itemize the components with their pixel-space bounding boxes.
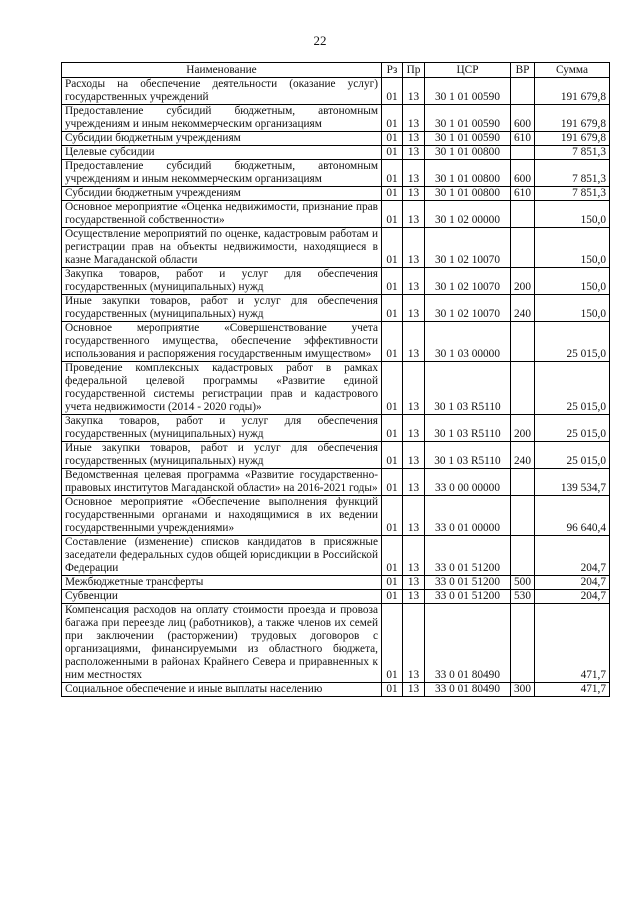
- row-name: Иные закупки товаров, работ и услуг для обеспечения государственных (муниципальных) нужд: [62, 295, 382, 322]
- table-row: [62, 160, 610, 187]
- row-sum: 191 679,8: [535, 132, 610, 146]
- row-csr: 30 1 01 00800: [425, 160, 511, 187]
- row-rz: 01: [382, 442, 403, 469]
- table-row: [62, 442, 610, 469]
- row-name: Межбюджетные трансферты: [62, 576, 382, 590]
- row-pr: 13: [403, 683, 425, 697]
- row-vr: [511, 604, 535, 683]
- row-name: Субсидии бюджетным учреждениям: [62, 132, 382, 146]
- table-row: [62, 469, 610, 496]
- row-pr: 13: [403, 362, 425, 415]
- page-number: 22: [313, 33, 327, 48]
- row-csr: 30 1 03 R5110: [425, 415, 511, 442]
- row-pr: 13: [403, 78, 425, 105]
- table-row: [62, 590, 610, 604]
- row-vr: [511, 201, 535, 228]
- row-pr: 13: [403, 268, 425, 295]
- row-pr: 13: [403, 604, 425, 683]
- budget-table: [61, 62, 610, 697]
- row-vr: 200: [511, 268, 535, 295]
- row-vr: 610: [511, 132, 535, 146]
- row-pr: 13: [403, 590, 425, 604]
- row-csr: 30 1 01 00800: [425, 146, 511, 160]
- row-rz: 01: [382, 683, 403, 697]
- row-sum: 7 851,3: [535, 187, 610, 201]
- row-vr: [511, 469, 535, 496]
- row-vr: [511, 78, 535, 105]
- row-pr: 13: [403, 576, 425, 590]
- row-name: Осуществление мероприятий по оценке, кадастровым работам и регистрации прав на объекты недвижимости, находящиеся в казне Магаданской области: [62, 228, 382, 268]
- row-rz: 01: [382, 496, 403, 536]
- row-vr: [511, 496, 535, 536]
- table-row: [62, 132, 610, 146]
- table-header-row: [62, 63, 610, 78]
- table-row: [62, 683, 610, 697]
- row-vr: 610: [511, 187, 535, 201]
- row-csr: 30 1 02 00000: [425, 201, 511, 228]
- row-rz: 01: [382, 322, 403, 362]
- row-vr: [511, 146, 535, 160]
- row-sum: 471,7: [535, 604, 610, 683]
- row-rz: 01: [382, 105, 403, 132]
- row-rz: 01: [382, 228, 403, 268]
- row-sum: 204,7: [535, 590, 610, 604]
- row-rz: 01: [382, 201, 403, 228]
- row-csr: 30 1 03 00000: [425, 322, 511, 362]
- row-sum: 25 015,0: [535, 415, 610, 442]
- row-csr: 30 1 02 10070: [425, 295, 511, 322]
- row-vr: 530: [511, 590, 535, 604]
- row-pr: 13: [403, 295, 425, 322]
- row-vr: 600: [511, 160, 535, 187]
- row-vr: 600: [511, 105, 535, 132]
- row-rz: 01: [382, 590, 403, 604]
- header-csr: ЦСР: [425, 63, 511, 78]
- row-pr: 13: [403, 442, 425, 469]
- row-pr: 13: [403, 146, 425, 160]
- header-vr: ВР: [511, 63, 535, 78]
- row-rz: 01: [382, 415, 403, 442]
- row-rz: 01: [382, 362, 403, 415]
- table-row: [62, 78, 610, 105]
- row-pr: 13: [403, 415, 425, 442]
- row-sum: 471,7: [535, 683, 610, 697]
- row-sum: 7 851,3: [535, 146, 610, 160]
- row-rz: 01: [382, 604, 403, 683]
- row-name: Компенсация расходов на оплату стоимости проезда и провоза багажа при переезде лиц (работников), а также членов их семей при заключении (расторжении) трудовых договоров с организациями, финансируемыми из областного бюджета, расположенными в районах Крайнего Севера и приравненных к ним местностях: [62, 604, 382, 683]
- row-csr: 33 0 01 80490: [425, 604, 511, 683]
- row-csr: 33 0 01 00000: [425, 496, 511, 536]
- table-row: [62, 496, 610, 536]
- row-pr: 13: [403, 496, 425, 536]
- row-vr: 240: [511, 442, 535, 469]
- row-pr: 13: [403, 536, 425, 576]
- row-name: Основное мероприятие «Совершенствование учета государственного имущества, обеспечение эффективности использования и распоряжения государственным имуществом»: [62, 322, 382, 362]
- row-name: Предоставление субсидий бюджетным, автономным учреждениям и иным некоммерческим организациям: [62, 160, 382, 187]
- row-pr: 13: [403, 132, 425, 146]
- row-rz: 01: [382, 187, 403, 201]
- row-sum: 150,0: [535, 201, 610, 228]
- row-name: Основное мероприятие «Обеспечение выполнения функций государственными органами и находящимися в их ведении государственными учреждениями»: [62, 496, 382, 536]
- row-csr: 33 0 01 51200: [425, 536, 511, 576]
- row-rz: 01: [382, 268, 403, 295]
- row-pr: 13: [403, 228, 425, 268]
- row-name: Социальное обеспечение и иные выплаты населению: [62, 683, 382, 697]
- row-vr: [511, 362, 535, 415]
- table-row: [62, 268, 610, 295]
- table-row: [62, 415, 610, 442]
- table-row: [62, 576, 610, 590]
- row-csr: 33 0 01 51200: [425, 576, 511, 590]
- row-vr: [511, 228, 535, 268]
- row-vr: [511, 536, 535, 576]
- row-sum: 150,0: [535, 268, 610, 295]
- row-name: Субсидии бюджетным учреждениям: [62, 187, 382, 201]
- header-name: Наименование: [62, 63, 382, 78]
- row-name: Предоставление субсидий бюджетным, автономным учреждениям и иным некоммерческим организациям: [62, 105, 382, 132]
- table-row: [62, 536, 610, 576]
- row-sum: 150,0: [535, 228, 610, 268]
- row-pr: 13: [403, 322, 425, 362]
- table-row: [62, 362, 610, 415]
- row-sum: 204,7: [535, 576, 610, 590]
- row-name: Закупка товаров, работ и услуг для обеспечения государственных (муниципальных) нужд: [62, 268, 382, 295]
- header-sum: Сумма: [535, 63, 610, 78]
- row-csr: 30 1 02 10070: [425, 268, 511, 295]
- row-vr: 500: [511, 576, 535, 590]
- row-sum: 7 851,3: [535, 160, 610, 187]
- table-row: [62, 187, 610, 201]
- row-name: Проведение комплексных кадастровых работ в рамках федеральной целевой программы «Развитие единой государственной системы регистрации прав и кадастрового учета недвижимости (2014 - 2020 годы)»: [62, 362, 382, 415]
- table-row: [62, 228, 610, 268]
- row-rz: 01: [382, 132, 403, 146]
- row-name: Составление (изменение) списков кандидатов в присяжные заседатели федеральных судов общей юрисдикции в Российской Федерации: [62, 536, 382, 576]
- row-pr: 13: [403, 469, 425, 496]
- header-pr: Пр: [403, 63, 425, 78]
- row-rz: 01: [382, 576, 403, 590]
- row-rz: 01: [382, 160, 403, 187]
- row-csr: 33 0 01 51200: [425, 590, 511, 604]
- row-vr: 200: [511, 415, 535, 442]
- row-csr: 33 0 00 00000: [425, 469, 511, 496]
- row-csr: 30 1 01 00590: [425, 78, 511, 105]
- header-rz: Рз: [382, 63, 403, 78]
- row-name: Субвенции: [62, 590, 382, 604]
- row-csr: 30 1 01 00590: [425, 132, 511, 146]
- row-sum: 139 534,7: [535, 469, 610, 496]
- row-name: Расходы на обеспечение деятельности (оказание услуг) государственных учреждений: [62, 78, 382, 105]
- row-csr: 30 1 03 R5110: [425, 362, 511, 415]
- row-rz: 01: [382, 469, 403, 496]
- row-csr: 30 1 03 R5110: [425, 442, 511, 469]
- row-pr: 13: [403, 201, 425, 228]
- row-pr: 13: [403, 105, 425, 132]
- row-name: Целевые субсидии: [62, 146, 382, 160]
- row-vr: 240: [511, 295, 535, 322]
- row-csr: 30 1 02 10070: [425, 228, 511, 268]
- row-name: Закупка товаров, работ и услуг для обеспечения государственных (муниципальных) нужд: [62, 415, 382, 442]
- row-csr: 33 0 01 80490: [425, 683, 511, 697]
- row-rz: 01: [382, 146, 403, 160]
- row-csr: 30 1 01 00590: [425, 105, 511, 132]
- row-sum: 96 640,4: [535, 496, 610, 536]
- row-vr: [511, 322, 535, 362]
- row-pr: 13: [403, 187, 425, 201]
- row-sum: 204,7: [535, 536, 610, 576]
- row-vr: 300: [511, 683, 535, 697]
- row-rz: 01: [382, 536, 403, 576]
- row-sum: 191 679,8: [535, 105, 610, 132]
- table-row: [62, 295, 610, 322]
- row-pr: 13: [403, 160, 425, 187]
- table-row: [62, 146, 610, 160]
- table-row: [62, 201, 610, 228]
- row-name: Основное мероприятие «Оценка недвижимости, признание прав государственной собственности»: [62, 201, 382, 228]
- row-sum: 25 015,0: [535, 322, 610, 362]
- row-rz: 01: [382, 295, 403, 322]
- table-row: [62, 105, 610, 132]
- table-row: [62, 322, 610, 362]
- table-row: [62, 604, 610, 683]
- row-sum: 25 015,0: [535, 362, 610, 415]
- row-sum: 25 015,0: [535, 442, 610, 469]
- row-csr: 30 1 01 00800: [425, 187, 511, 201]
- row-sum: 191 679,8: [535, 78, 610, 105]
- row-sum: 150,0: [535, 295, 610, 322]
- row-name: Ведомственная целевая программа «Развитие государственно-правовых институтов Магаданской области» на 2016-2021 годы»: [62, 469, 382, 496]
- row-name: Иные закупки товаров, работ и услуг для обеспечения государственных (муниципальных) нужд: [62, 442, 382, 469]
- row-rz: 01: [382, 78, 403, 105]
